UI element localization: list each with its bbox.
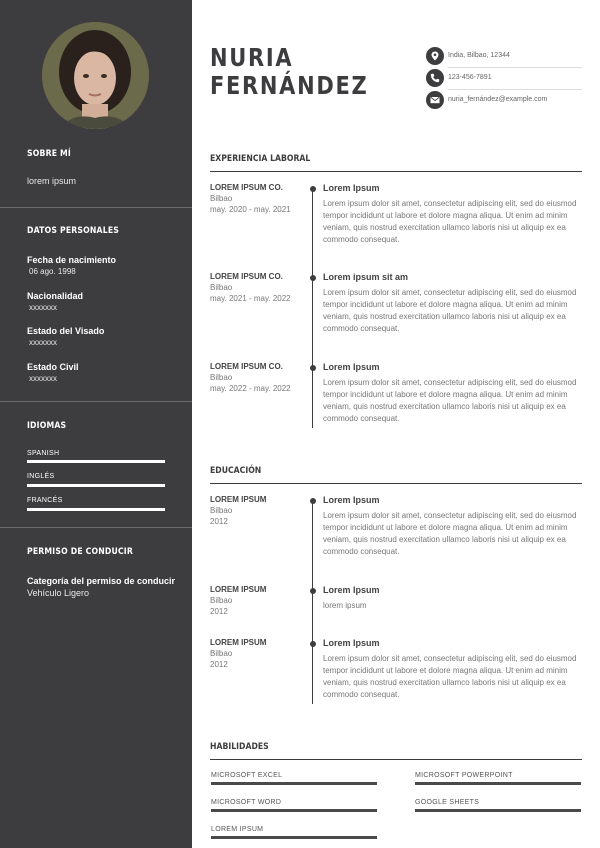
timeline-dot	[310, 186, 316, 192]
job-description: Lorem ipsum dolor sit amet, consectetur adipiscing elit, sed do eiusmod tempor incididunt ut labore et dolore magna aliqua. Ut enim ad minim veniam, quis nostrud exercitation ullamco laboris nisi ut aliquip ex ea commodo consequat.	[323, 288, 577, 333]
company-city: Bilbao	[210, 373, 233, 382]
language-level-bar	[27, 508, 165, 511]
personal-title: DATOS PERSONALES	[27, 226, 120, 236]
contact-address	[426, 47, 582, 67]
degree-title: Lorem Ipsum	[323, 638, 380, 648]
about-title: SOBRE MÍ	[27, 149, 71, 159]
skill-name: MICROSOFT POWERPOINT	[415, 772, 513, 779]
skill-name: MICROSOFT WORD	[211, 799, 282, 806]
degree-description: Lorem ipsum dolor sit amet, consectetur adipiscing elit, sed do eiusmod tempor incididunt ut labore et dolore magna aliqua. Ut enim ad minim veniam, quis nostrud exercitation ullamco laboris nisi ut aliquip ex ea commodo consequat.	[323, 654, 577, 699]
job-dates: may. 2020 - may. 2021	[210, 205, 291, 214]
experience-meta	[210, 362, 308, 393]
visa-value: xxxxxxx	[29, 338, 57, 347]
school-name: LOREM IPSUM	[210, 585, 267, 594]
phone-text: 123-456-7891	[448, 74, 492, 81]
visa-label: Estado del Visado	[27, 326, 105, 336]
education-detail	[323, 585, 583, 612]
education-detail	[323, 495, 583, 558]
job-description: Lorem ipsum dolor sit amet, consectetur adipiscing elit, sed do eiusmod tempor incididunt ut labore et dolore magna aliqua. Ut enim ad minim veniam, quis nostrud exercitation ullamco laboris nisi ut aliquip ex ea commodo consequat.	[323, 199, 577, 244]
language-name: SPANISH	[27, 450, 60, 457]
job-dates: may. 2021 - may. 2022	[210, 294, 291, 303]
languages-title: IDIOMAS	[27, 421, 67, 431]
skill-level-bar	[415, 782, 581, 785]
civil-status-label: Estado Civil	[27, 362, 79, 372]
degree-description: lorem ipsum	[323, 601, 367, 610]
skill-name: GOOGLE SHEETS	[415, 799, 480, 806]
birthdate-label: Fecha de nacimiento	[27, 255, 117, 265]
education-timeline	[312, 500, 313, 704]
divider	[448, 67, 582, 68]
contact-email	[426, 91, 582, 111]
school-year: 2012	[210, 517, 228, 526]
language-name: FRANCÉS	[27, 497, 63, 504]
address-text: India, Bilbao, 12344	[448, 52, 510, 59]
school-year: 2012	[210, 660, 228, 669]
timeline-dot	[310, 498, 316, 504]
timeline-dot	[310, 365, 316, 371]
education-title: EDUCACIÓN	[210, 466, 262, 476]
timeline-dot	[310, 588, 316, 594]
skill-level-bar	[211, 782, 377, 785]
language-level-bar	[27, 484, 165, 487]
school-city: Bilbao	[210, 506, 233, 515]
experience-timeline	[312, 188, 313, 428]
experience-detail	[323, 183, 583, 246]
education-meta	[210, 638, 308, 669]
skills-title: HABILIDADES	[210, 742, 269, 752]
skill-level-bar	[211, 809, 377, 812]
language-name: INGLÉS	[27, 473, 55, 480]
envelope-icon	[426, 91, 444, 109]
company-name: LOREM IPSUM CO.	[210, 272, 283, 281]
section-divider	[210, 171, 582, 172]
experience-meta	[210, 183, 308, 214]
contact-phone	[426, 69, 582, 89]
skill-item	[211, 826, 377, 839]
full-name	[210, 44, 368, 100]
divider	[0, 401, 192, 402]
school-year: 2012	[210, 607, 228, 616]
degree-description: Lorem ipsum dolor sit amet, consectetur adipiscing elit, sed do eiusmod tempor incididunt ut labore et dolore magna aliqua. Ut enim ad minim veniam, quis nostrud exercitation ullamco laboris nisi ut aliquip ex ea commodo consequat.	[323, 511, 577, 556]
job-title: Lorem Ipsum	[323, 183, 380, 193]
degree-title: Lorem Ipsum	[323, 585, 380, 595]
job-dates: may. 2022 - may. 2022	[210, 384, 291, 393]
company-name: LOREM IPSUM CO.	[210, 183, 283, 192]
email-text[interactable]: nuria_fernández@example.com	[448, 96, 548, 103]
portrait-icon	[42, 22, 149, 129]
last-name: FERNÁNDEZ	[210, 71, 369, 100]
divider	[448, 89, 582, 90]
job-title: Lorem ipsum sit am	[323, 272, 409, 282]
phone-icon	[426, 69, 444, 87]
school-city: Bilbao	[210, 649, 233, 658]
education-meta	[210, 495, 308, 526]
education-detail	[323, 638, 583, 701]
school-name: LOREM IPSUM	[210, 638, 267, 647]
section-divider	[210, 483, 582, 484]
skill-item	[415, 772, 581, 785]
skill-item	[211, 772, 377, 785]
civil-status-value: xxxxxxx	[29, 374, 57, 383]
language-level-bar	[27, 460, 165, 463]
profile-photo	[42, 22, 149, 129]
company-city: Bilbao	[210, 194, 233, 203]
location-pin-icon	[426, 47, 444, 65]
first-name: NURIA	[210, 43, 294, 72]
license-label: Categoría del permiso de conducir	[27, 576, 176, 586]
nationality-value: xxxxxxx	[29, 303, 57, 312]
skill-name: MICROSOFT EXCEL	[211, 772, 283, 779]
company-name: LOREM IPSUM CO.	[210, 362, 283, 371]
skill-item	[415, 799, 581, 812]
about-text: lorem ipsum	[27, 176, 77, 186]
school-city: Bilbao	[210, 596, 233, 605]
section-divider	[210, 759, 582, 760]
license-value: Vehículo Ligero	[27, 588, 90, 598]
license-title: PERMISO DE CONDUCIR	[27, 547, 133, 557]
job-description: Lorem ipsum dolor sit amet, consectetur adipiscing elit, sed do eiusmod tempor incididunt ut labore et dolore magna aliqua. Ut enim ad minim veniam, quis nostrud exercitation ullamco laboris nisi ut aliquip ex ea commodo consequat.	[323, 378, 577, 423]
skill-name: LOREM IPSUM	[211, 826, 264, 833]
timeline-dot	[310, 275, 316, 281]
company-city: Bilbao	[210, 283, 233, 292]
school-name: LOREM IPSUM	[210, 495, 267, 504]
skill-level-bar	[211, 836, 377, 839]
divider	[0, 207, 192, 208]
education-meta	[210, 585, 308, 616]
skill-level-bar	[415, 809, 581, 812]
degree-title: Lorem Ipsum	[323, 495, 380, 505]
timeline-dot	[310, 641, 316, 647]
sidebar	[0, 0, 192, 848]
experience-detail	[323, 362, 583, 425]
experience-title: EXPERIENCIA LABORAL	[210, 154, 311, 164]
experience-meta	[210, 272, 308, 303]
job-title: Lorem Ipsum	[323, 362, 380, 372]
skill-item	[211, 799, 377, 812]
birthdate-value: 06 ago. 1998	[29, 267, 76, 276]
divider	[0, 527, 192, 528]
experience-detail	[323, 272, 583, 335]
nationality-label: Nacionalidad	[27, 291, 84, 301]
